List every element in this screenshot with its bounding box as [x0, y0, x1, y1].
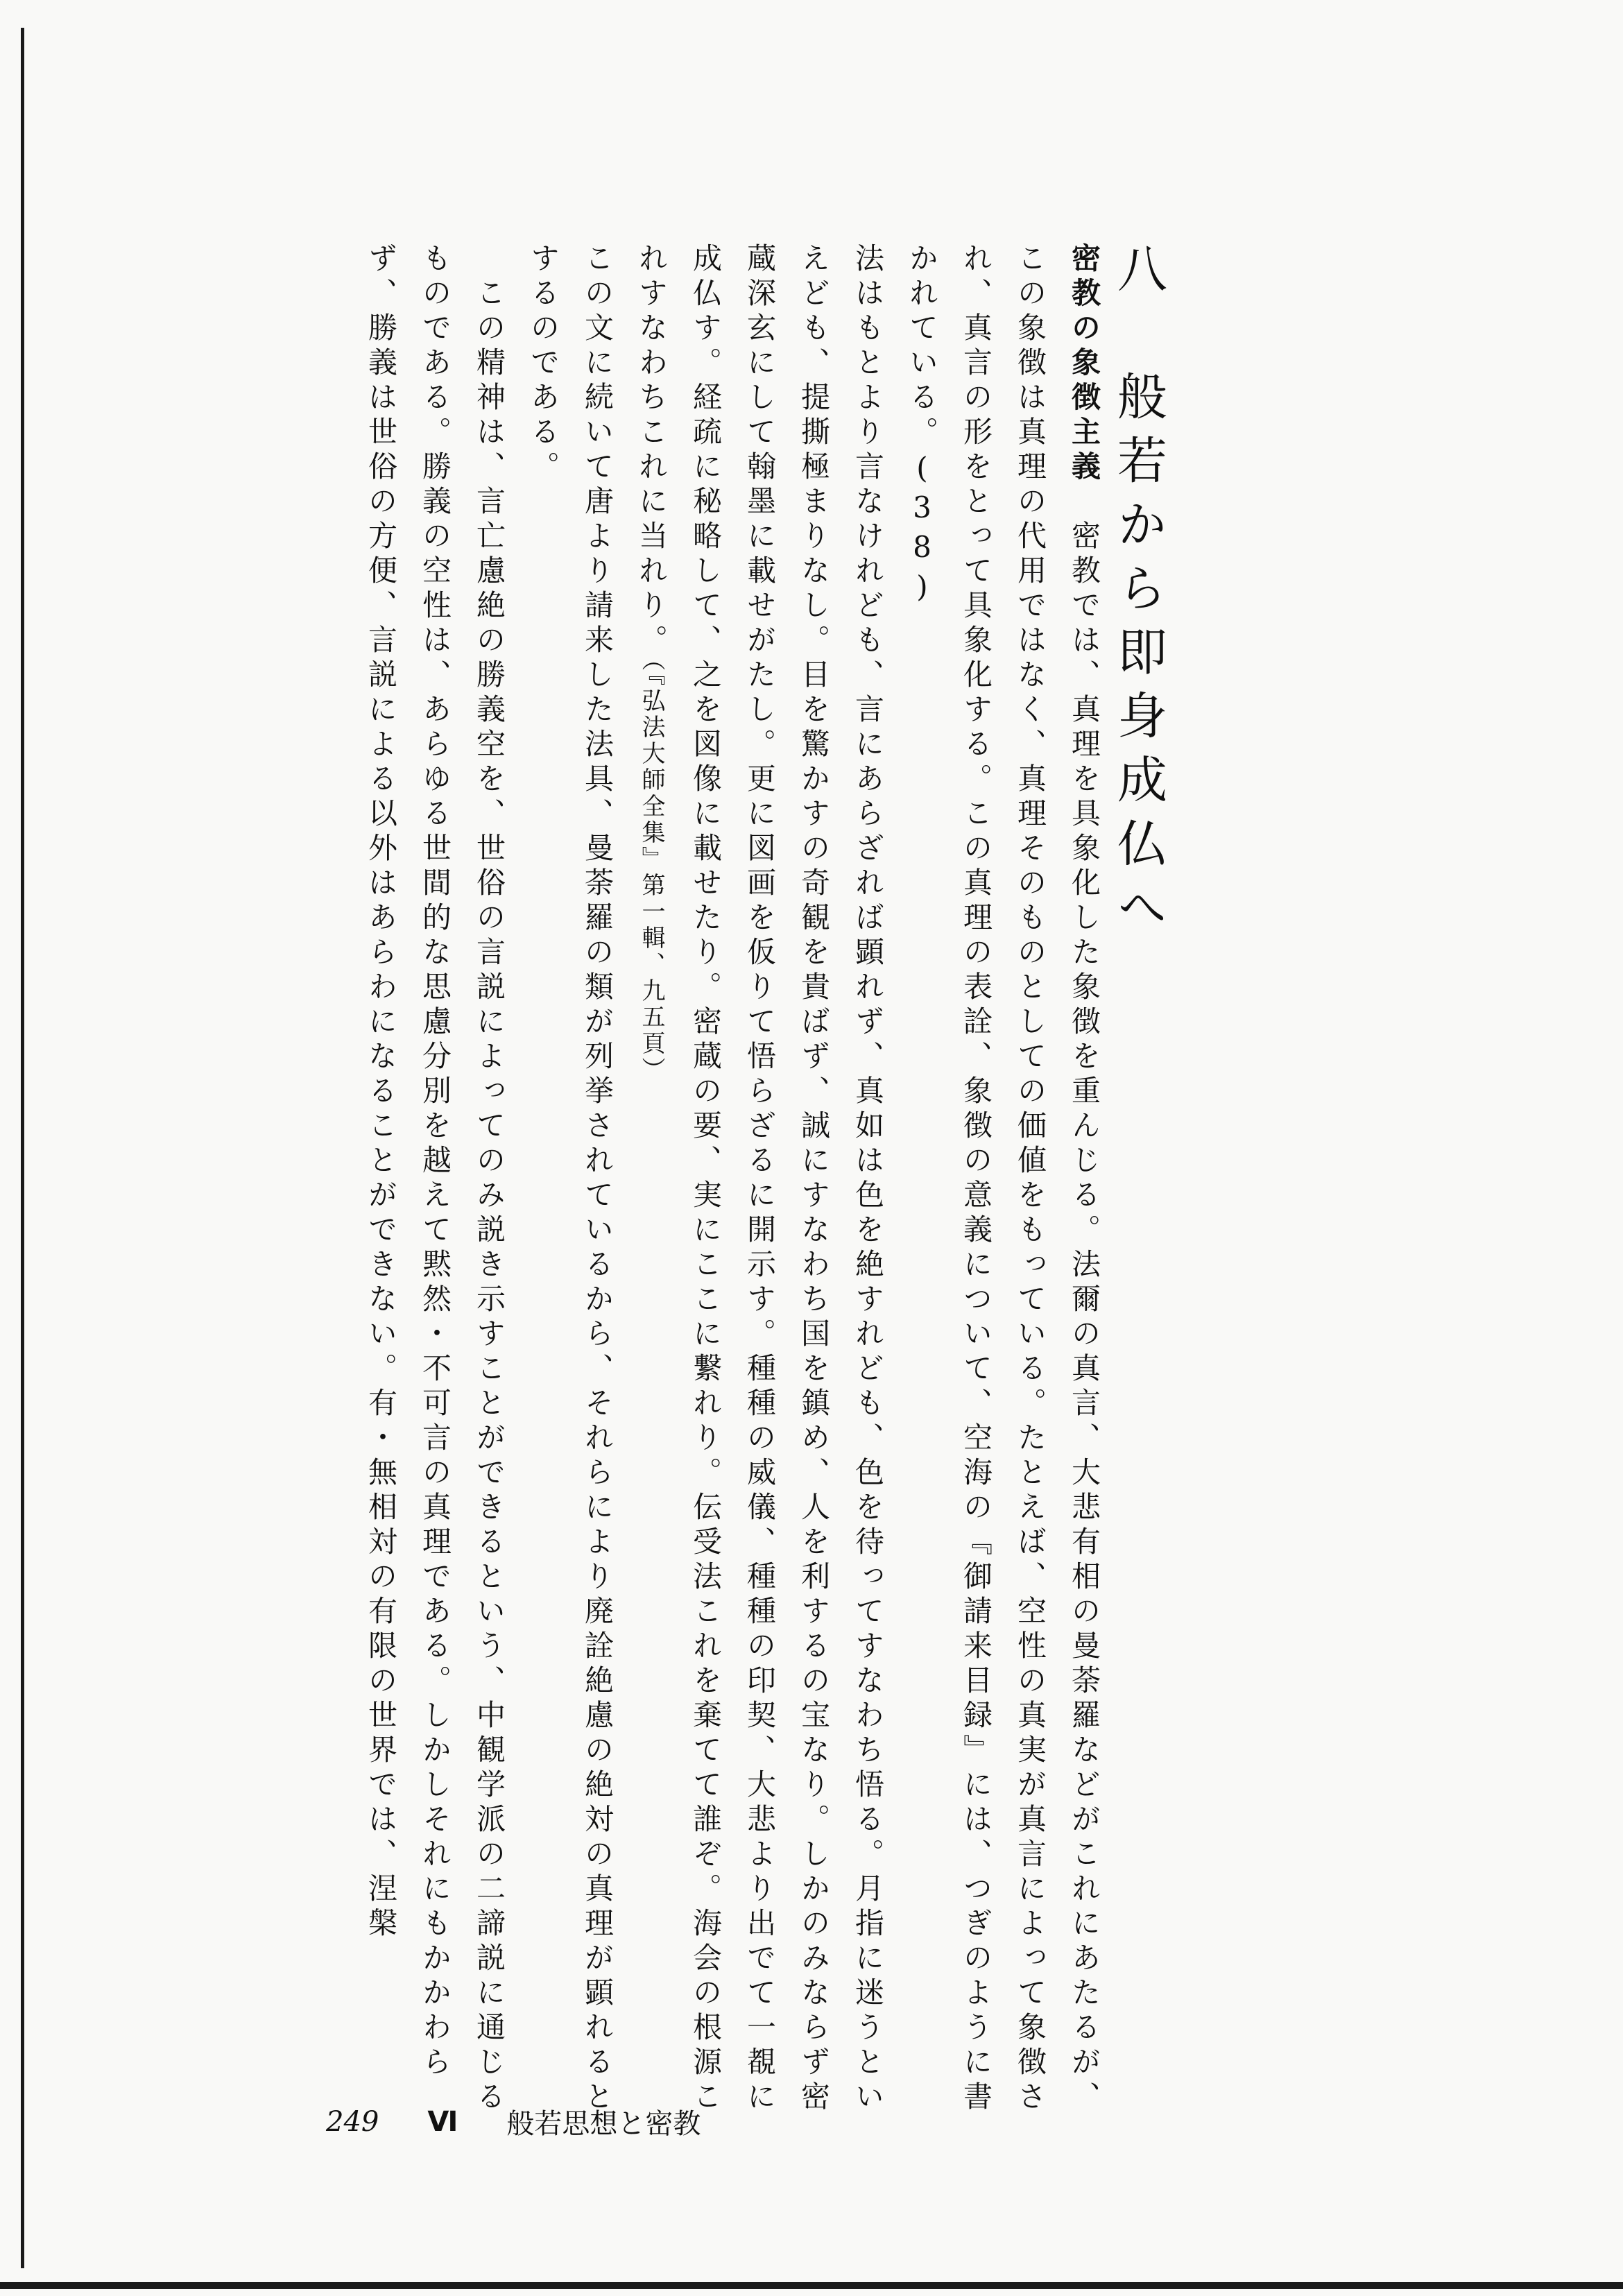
scan-edge-left: [21, 28, 24, 2268]
paragraph-1: [895, 243, 1111, 2116]
quotation: [624, 243, 895, 2116]
quotation-source: （『弘法大師全集』第一輯、九五頁）: [637, 659, 665, 1083]
paragraph-3: この精神は、言亡慮絶の勝義空を、世俗の言説によってのみ説き示すことができるという、中観学派の二諦説に通じるものである。勝義の空性は、あらゆる世間的な思慮分別を越えて黙然・不可言の真理である。しかしそれにもかかわらず、勝義は世俗の方便、言説による以外はあらわになることができない。有・無相対の有限の世界では、涅槃: [364, 243, 506, 2116]
subheading: 密教の象徴主義: [1067, 243, 1101, 486]
running-footer: [326, 2102, 701, 2141]
page-number: 249: [326, 2105, 379, 2138]
paragraph-2: この文に続いて唐より請来した法具、曼荼羅の類が列挙されているから、それらにより廃詮絶慮の絶対の真理が顕れるとするのである。: [526, 243, 615, 2116]
scan-edge-bottom: [0, 2282, 1623, 2289]
quotation-text: 法はもとより言なけれども、言にあらざれば顕れず、真如は色を絶すれども、色を待ってすなわち悟る。月指に迷うといえども、提撕極まりなし。目を驚かすの奇観を貴ばず、誠にすなわち国を鎮め、人を利するの宝なり。しかのみならず密蔵深玄にして翰墨に載せがたし。更に図画を仮りて悟らざるに開示す。種種の威儀、種種の印契、大悲より出でて一覩に成仏す。経疏に秘略して、之を図像に載せたり。密蔵の要、実にここに繋れり。伝受法これを棄てて誰ぞ。海会の根源これすなわちこれに当れり。: [635, 243, 885, 2116]
chapter-number: Ⅵ: [427, 2105, 458, 2138]
paragraph-1-body: 密教では、真理を具象化した象徴を重んじる。法爾の真言、大悲有相の曼荼羅などがこれにあたるが、この象徴は真理の代用ではなく、真理そのものとしての価値をもっている。たとえば、空性の真実が真言によって象徴され、真言の形をとって具象化する。この真理の表詮、象徴の意義について、空海の『御請来目録』には、つぎのように書かれている。(38): [905, 243, 1101, 2116]
section-heading: 八 般若から即身成仏へ: [1109, 243, 1167, 945]
chapter-title: 般若思想と密教: [506, 2108, 701, 2140]
vertical-text-block: [354, 243, 1179, 2116]
